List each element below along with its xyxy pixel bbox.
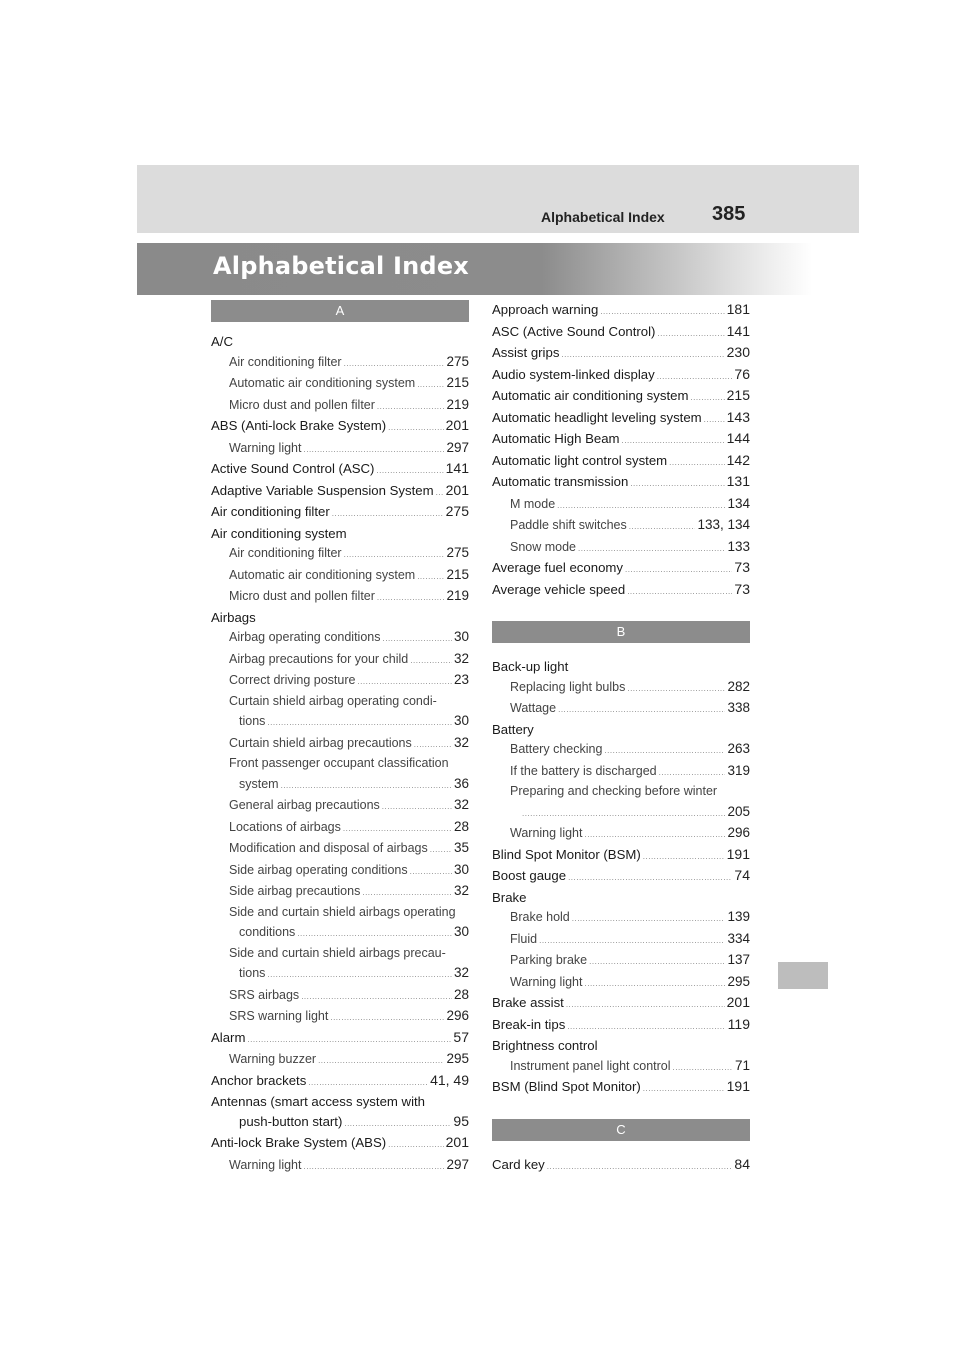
dot-leader [318,1051,444,1071]
dot-leader [643,1079,725,1099]
index-entry-label: Paddle shift switches [510,518,627,532]
index-entry [492,451,750,473]
index-entry-page[interactable]: 30 [453,861,469,877]
index-entry [492,408,750,430]
index-entry [492,802,750,824]
index-entry [211,1071,469,1093]
index-entry-page[interactable]: 201 [726,994,750,1010]
index-entry-label: Warning light [229,1157,302,1172]
index-entry [211,1155,469,1177]
index-entry-label: Locations of airbags [229,819,341,834]
index-entry [492,866,750,888]
index-entry [211,838,469,860]
index-entry-label: Side airbag precautions [229,884,361,898]
index-entry-page[interactable]: 295 [727,973,750,989]
index-entry [211,754,469,774]
index-entry-page[interactable]: 297 [446,439,469,455]
index-entry-page[interactable]: 41, 49 [430,1071,469,1088]
dot-leader [690,388,724,408]
section-header-c: C [492,1119,750,1141]
index-entry-label: Front passenger occupant classification [229,756,449,770]
index-entry-page[interactable]: 263 [727,741,750,756]
index-entry-label: Warning light [510,826,583,840]
index-entry-page[interactable]: 35 [453,840,469,855]
index-list [492,300,750,601]
dot-leader [704,410,725,430]
dot-leader [304,1157,445,1177]
page-title: Alphabetical Index [213,252,469,280]
index-entry [492,782,750,802]
index-entry-label: Automatic air conditioning system [229,567,416,582]
index-entry [211,395,469,417]
index-entry [492,739,750,761]
index-entry-label: Correct driving posture [229,673,356,687]
index-entry-page[interactable]: 137 [727,952,750,967]
index-entry [211,543,469,565]
index-entry [492,365,750,387]
index-entry-page[interactable]: 319 [727,762,750,778]
index-entry-label: Parking brake [510,953,588,967]
index-entry-label: Antennas (smart access system with [211,1094,426,1109]
dot-leader [622,431,725,451]
index-entry [211,608,469,628]
index-entry-label: Automatic air conditioning system [492,388,689,403]
dot-leader [388,1135,443,1155]
index-entry-label: Brake hold [510,910,570,924]
index-entry-label: Snow mode [510,539,577,554]
index-entry-page[interactable]: 201 [445,481,469,498]
page-number: 385 [712,203,746,225]
index-entry [492,993,750,1015]
index-entry-page[interactable]: 219 [446,396,469,412]
index-entry [211,860,469,882]
dot-leader [388,418,443,438]
index-entry-page[interactable]: 295 [446,1051,469,1066]
section-header-a: A [211,300,469,322]
index-entry [492,515,750,537]
index-entry-label: Warning buzzer [229,1052,317,1066]
index-entry-page[interactable]: 23 [453,672,469,687]
index-entry [211,1133,469,1155]
index-entry-label: If the battery is discharged [510,763,657,778]
index-entry-page[interactable]: 230 [726,344,750,360]
dot-leader [558,700,725,720]
index-entry-page[interactable]: 32 [453,734,469,750]
index-entry-page[interactable]: 133 [727,538,750,554]
dot-leader [604,741,725,761]
index-entry [211,627,469,649]
index-entry-page[interactable]: 32 [453,965,469,980]
index-entry-page[interactable]: 297 [446,1156,469,1172]
index-entry [211,692,469,712]
index-entry-label: Side and curtain shield airbags operating [229,904,456,919]
index-entry [211,1112,469,1134]
index-entry-page[interactable]: 215 [446,375,469,390]
index-entry [492,888,750,908]
index-entry-label: conditions [239,925,296,939]
index-entry [492,657,750,677]
index-entry [211,502,469,524]
index-entry-label: A/C [211,334,233,349]
index-entry [211,438,469,460]
index-entry-label: Curtain shield airbag precautions [229,735,412,750]
index-entry-label: Battery [492,721,534,737]
dot-leader [344,1114,451,1134]
dot-leader [627,679,725,699]
index-entry [211,524,469,544]
index-entry [492,929,750,951]
index-entry-label: Average fuel economy [492,560,623,575]
index-entry-label: General airbag precautions [229,798,380,812]
index-entry-label: Airbag precautions for your child [229,651,409,666]
dot-leader [343,819,452,839]
index-entry-page[interactable]: 205 [727,803,750,819]
index-entry-label: Boost gauge [492,868,567,883]
index-entry-page[interactable]: 74 [734,867,750,883]
index-entry [492,1155,750,1177]
section-header-b: B [492,621,750,643]
index-entry-label: ASC (Active Sound Control) [492,323,656,339]
dot-leader [376,461,443,481]
index-entry-page[interactable]: 296 [727,825,750,840]
index-entry-label: Air conditioning filter [211,504,330,519]
index-entry-label: Break-in tips [492,1016,566,1032]
index-entry-page[interactable]: 131 [726,473,750,489]
index-entry-label: Back-up light [492,659,569,674]
index-entry-label: Warning light [229,440,302,455]
index-entry [211,586,469,608]
index-entry [492,300,750,322]
index-entry [492,698,750,720]
dot-leader [561,345,724,365]
index-entry [492,1077,750,1099]
index-entry [492,907,750,929]
dot-leader [657,324,724,344]
index-entry [211,332,469,352]
index-entry-label: Curtain shield airbag operating condi- [229,693,437,708]
index-column-left [211,300,469,1176]
index-entry-label: Preparing and checking before winter [510,784,718,798]
index-entry [211,711,469,733]
dot-leader [659,763,726,783]
index-entry-page[interactable]: 201 [445,1134,469,1150]
index-list [492,657,750,1099]
index-entry-page[interactable]: 28 [453,986,469,1002]
index-entry-label: BSM (Blind Spot Monitor) [492,1079,641,1094]
dot-leader [382,797,452,817]
index-entry [211,1092,469,1112]
dot-leader [436,483,444,503]
dot-leader [417,567,444,587]
index-entry [211,459,469,481]
dot-leader [522,804,725,824]
dot-leader [430,840,452,860]
index-entry [211,922,469,944]
index-entry-page[interactable]: 30 [453,713,469,728]
index-entry-label: Active Sound Control (ASC) [211,461,375,476]
index-entry-page[interactable]: 141 [445,460,469,476]
dot-leader [308,1073,428,1093]
dot-leader [414,735,452,755]
index-entry-label: Micro dust and pollen filter [229,397,375,412]
index-entry [211,1049,469,1071]
index-entry-page[interactable]: 191 [726,1078,750,1094]
dot-leader [332,504,444,524]
index-entry-page[interactable]: 32 [453,797,469,812]
index-entry-label: SRS warning light [229,1009,329,1023]
index-entry-page[interactable]: 334 [727,930,750,946]
index-entry-page[interactable]: 144 [726,430,750,446]
dot-leader [383,629,452,649]
index-entry-label: ABS (Anti-lock Brake System) [211,418,387,433]
index-entry-label: push-button start) [239,1113,343,1129]
index-entry [492,761,750,783]
dot-leader [567,1017,725,1037]
index-entry-page[interactable]: 73 [734,559,750,575]
index-entry-label: Adaptive Variable Suspension System [211,482,434,498]
index-entry-page[interactable]: 215 [446,566,469,582]
dot-leader [629,517,696,537]
dot-leader [297,924,452,944]
dot-leader [539,931,725,951]
index-entry-page[interactable]: 71 [734,1057,750,1073]
index-entry-page[interactable]: 139 [727,909,750,924]
chapter-thumb-tab [778,962,828,989]
index-entry-page[interactable]: 191 [726,845,750,862]
index-entry-label: Modification and disposal of airbags [229,841,428,855]
dot-leader [673,1058,733,1078]
index-entry-label: Approach warning [492,302,599,317]
index-entry-page[interactable]: 141 [726,322,750,339]
index-entry-page[interactable]: 57 [453,1028,469,1045]
dot-leader [330,1008,444,1028]
dot-leader [585,825,726,845]
index-entry [492,972,750,994]
dot-leader [568,868,732,888]
index-list [492,1155,750,1177]
index-entry-page[interactable]: 338 [727,700,750,715]
index-entry [492,1056,750,1078]
index-column-right [492,300,750,1176]
index-entry [211,481,469,503]
dot-leader [362,883,452,903]
index-entry [211,565,469,587]
index-entry [492,1015,750,1037]
index-entry-page[interactable]: 28 [453,818,469,834]
index-entry [211,881,469,903]
index-entry-label: Airbag operating conditions [229,630,381,644]
index-entry-page[interactable]: 32 [453,650,469,666]
index-entry [492,720,750,740]
index-entry-page[interactable]: 282 [727,678,750,694]
index-entry [492,429,750,451]
index-entry-label: Automatic light control system [492,452,668,468]
index-entry-page[interactable]: 36 [453,775,469,791]
dot-leader [417,375,444,395]
dot-leader [410,862,452,882]
index-entry-label: Air conditioning filter [229,546,342,560]
index-entry-label: Side airbag operating conditions [229,862,408,877]
index-entry [492,537,750,559]
index-entry-label: Airbags [211,609,256,625]
index-entry-label: Micro dust and pollen filter [229,589,375,603]
index-entry-page[interactable]: 30 [453,629,469,644]
index-entry-page[interactable]: 275 [446,545,469,560]
index-entry-label: Card key [492,1156,545,1172]
dot-leader [301,987,452,1007]
index-entry [492,558,750,580]
index-entry-page[interactable]: 142 [726,451,750,468]
dot-leader [304,440,445,460]
index-entry-page[interactable]: 134 [727,495,750,511]
index-list [211,332,469,1176]
index-entry-page[interactable]: 296 [446,1008,469,1023]
index-entry-label: Fluid [510,931,538,946]
dot-leader [566,995,725,1015]
index-entry-page[interactable]: 95 [453,1112,469,1129]
dot-leader [578,539,725,559]
index-entry [492,1036,750,1056]
index-entry [211,795,469,817]
index-entry [492,950,750,972]
index-entry-label: Anti-lock Brake System (ABS) [211,1135,387,1150]
index-entry [492,580,750,602]
index-entry [211,817,469,839]
header-band [137,165,859,233]
dot-leader [344,354,445,374]
dot-leader [410,651,452,671]
index-entry [211,416,469,438]
index-entry-label: Average vehicle speed [492,581,626,597]
index-entry-page[interactable]: 76 [734,365,750,382]
index-entry-label: Audio system-linked display [492,366,655,382]
index-entry-page[interactable]: 73 [734,580,750,597]
index-entry-label: Brightness control [492,1038,598,1053]
index-entry [492,823,750,845]
index-entry-label: tions [239,966,266,980]
dot-leader [557,496,725,516]
dot-leader [547,1157,733,1177]
index-entry-label: Instrument panel light control [510,1058,671,1073]
index-entry-label: Side and curtain shield airbags precau- [229,945,446,960]
dot-leader [357,672,452,692]
dot-leader [585,974,726,994]
index-entry-label: Replacing light bulbs [510,679,626,694]
dot-leader [627,582,732,602]
index-entry-page[interactable]: 32 [453,883,469,898]
index-entry-label: system [239,776,279,791]
index-entry-label: Automatic High Beam [492,431,620,446]
index-entry-page[interactable]: 215 [726,387,750,403]
index-entry-label: Automatic headlight leveling system [492,409,702,425]
index-entry-label: Wattage [510,701,557,715]
index-entry [211,1006,469,1028]
dot-leader [267,965,452,985]
index-entry [492,845,750,867]
index-entry-label: Anchor brackets [211,1072,307,1088]
index-entry [492,343,750,365]
index-entry-page[interactable]: 275 [445,503,469,519]
index-entry-label: Automatic transmission [492,474,629,489]
dot-leader [625,560,732,580]
dot-leader [589,952,725,972]
index-entry-label: Battery checking [510,742,603,756]
index-entry [211,963,469,985]
index-entry-label: Warning light [510,974,583,989]
dot-leader [669,453,724,473]
index-entry-page[interactable]: 84 [734,1155,750,1172]
index-entry [211,373,469,395]
index-entry [211,733,469,755]
index-entry-page[interactable]: 30 [453,924,469,939]
index-entry-label: Blind Spot Monitor (BSM) [492,846,641,862]
index-entry-label: Brake [492,889,527,905]
dot-leader [267,713,452,733]
dot-leader [630,474,724,494]
index-entry-page[interactable]: 201 [445,417,469,433]
index-entry [211,985,469,1007]
index-entry-label: Air conditioning system [211,525,347,541]
index-entry [211,670,469,692]
dot-leader [572,909,726,929]
header-section-title: Alphabetical Index [541,209,665,225]
index-entry [492,494,750,516]
dot-leader [281,776,452,796]
index-entry-label: SRS airbags [229,987,300,1002]
index-entry [492,322,750,344]
index-entry [211,944,469,964]
index-entry [211,352,469,374]
index-entry [211,1028,469,1050]
index-entry [211,649,469,671]
index-entry-label: M mode [510,496,556,511]
index-entry [211,903,469,923]
index-entry-label: tions [239,714,266,728]
index-entry-label: Alarm [211,1029,246,1045]
dot-leader [377,397,445,417]
index-entry-label: Assist grips [492,345,560,360]
dot-leader [377,588,445,608]
index-entry-page[interactable]: 119 [727,1015,750,1032]
index-entry-page[interactable]: 275 [446,353,469,369]
index-entry-page[interactable]: 133, 134 [697,517,750,532]
dot-leader [344,545,445,565]
index-entry-page[interactable]: 143 [726,408,750,425]
index-entry [492,677,750,699]
dot-leader [657,367,733,387]
index-entry-label: Automatic air conditioning system [229,376,416,390]
index-entry [211,774,469,796]
index-entry-page[interactable]: 181 [726,301,750,317]
index-entry [492,386,750,408]
dot-leader [643,847,725,867]
dot-leader [247,1030,451,1050]
index-entry [492,472,750,494]
dot-leader [600,302,724,322]
index-entry-page[interactable]: 219 [446,588,469,603]
index-entry-label: Air conditioning filter [229,354,342,369]
index-entry-label: Brake assist [492,995,564,1010]
